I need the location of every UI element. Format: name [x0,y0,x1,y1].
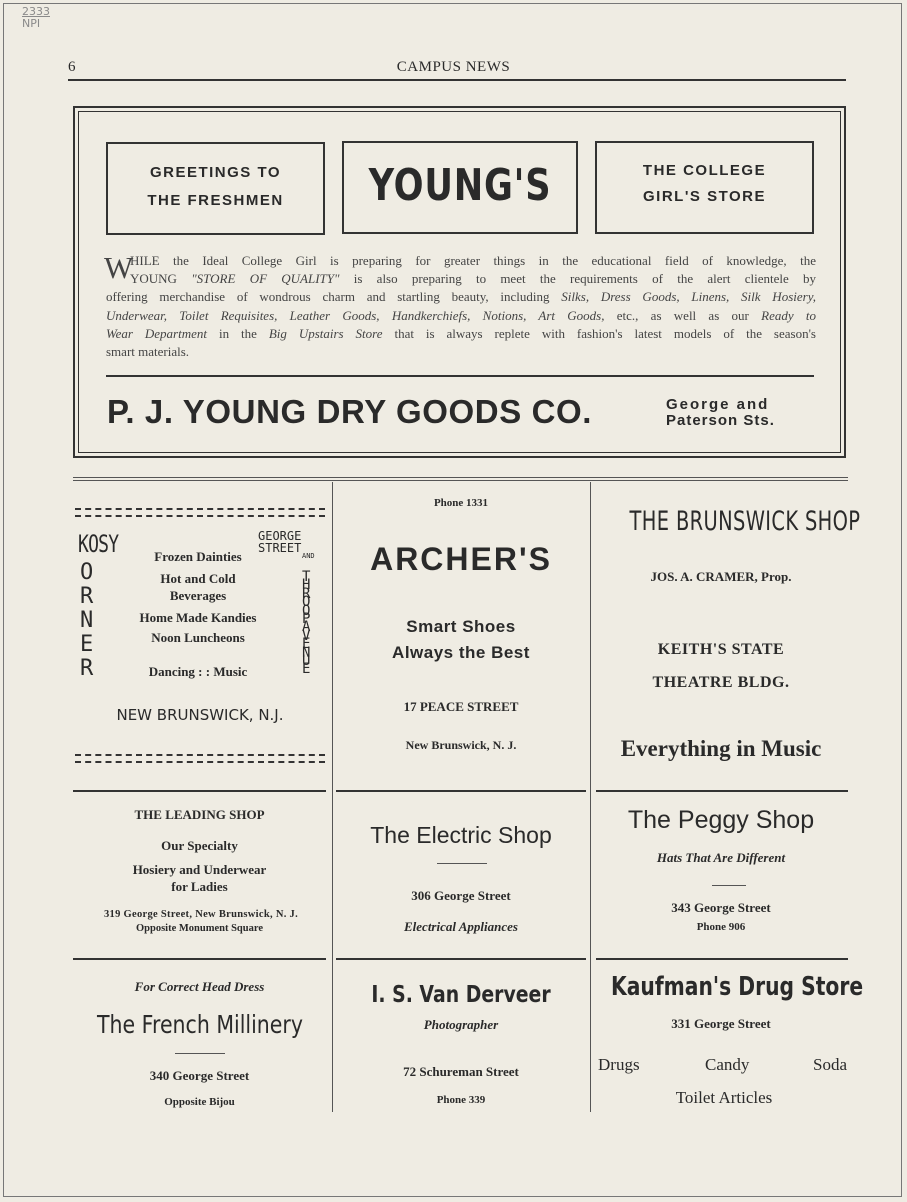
kosy-city: NEW BRUNSWICK, N.J. [116,706,284,724]
french-rule [175,1053,225,1054]
kaufman-address: 331 George Street [671,1016,771,1031]
archive-note [22,6,50,30]
drop-cap: W [104,250,134,285]
kaufman-name: Kaufman's Drug Store [611,972,864,1002]
electric-name: The Electric Shop [370,822,552,848]
leading-item-1: Hosiery and Underwear [132,862,267,877]
peggy-rule [712,885,746,886]
company-address [666,397,775,429]
orner-vertical: ORNER [80,560,94,681]
brunswick-building [594,633,848,699]
french-landmark: Opposite Bijou [164,1096,235,1108]
body-line-3 [106,288,816,306]
row-rule-2a [73,958,326,960]
kosy-item-dancing: Dancing : : Music [148,664,248,679]
leading-items [73,861,326,895]
archive-note-code: NPI [22,17,41,30]
greeting-box [106,142,325,235]
peggy-tag: Hats That Are Different [656,850,786,865]
store-box [595,141,814,234]
kosy-item-hot-cold: Hot and Cold [160,571,236,586]
body-line-6: smart materials. [106,344,190,360]
vanderveer-tag: Photographer [423,1017,499,1032]
archers-street: 17 PEACE STREET [403,699,519,714]
column-divider-2 [590,482,591,1112]
kaufman-drugs: Drugs [598,1055,640,1074]
body-text-5a: Wear Department [106,325,208,341]
section-rule-2 [73,480,848,481]
body-text-4b: etc., as well as our [604,307,762,323]
and-label: AND [302,552,315,560]
kosy-word: KOSY [78,530,119,558]
archive-note-number: 2333 [22,5,50,18]
row-rule-1b [336,790,586,792]
archers-name: ARCHER'S [370,541,552,577]
archers-tagline [336,614,586,666]
archers-phone: Phone 1331 [433,497,489,509]
body-text-2a: YOUNG [130,271,192,287]
body-text-3a: offering merchandise of wondrous charm and startling beauty, including [106,289,562,305]
store-line-1: THE COLLEGE [642,162,767,179]
column-divider-1 [332,482,333,1112]
throop-avenue-vertical: THROOP AVENUE [302,569,311,678]
vanderveer-name: I. S. Van Derveer [371,982,551,1008]
page-number: 6 [68,59,76,75]
brunswick-slogan: Everything in Music [620,736,822,761]
archers-city: New Brunswick, N. J. [405,738,517,752]
archers-tag-1: Smart Shoes [406,617,516,636]
youngs-name-box [342,141,578,234]
kosy-item-kandies: Home Made Kandies [139,610,257,625]
body-text-4a: Underwear, Toilet Requisites, Leather Goods, Handkerchiefs, Notions, Art Goods, [106,307,605,323]
body-text-2b: "STORE OF QUALITY" [191,271,340,287]
row-rule-2b [336,958,586,960]
archers-tag-2: Always the Best [392,643,530,662]
leading-landmark: Opposite Monument Square [136,923,263,934]
row-rule-2c [596,958,848,960]
row-rule-1c [596,790,848,792]
leading-address: 319 George Street, New Brunswick, N. J. [103,909,299,920]
body-text-5c: Big Upstairs Store [268,325,383,341]
kosy-dash-top-2 [75,515,325,517]
body-text-1: HILE the Ideal College Girl is preparing for greater things in the educational field of knowledge, the [130,253,816,268]
electric-tag: Electrical Appliances [404,919,518,934]
body-line-4 [106,307,816,325]
kosy-item-luncheons: Noon Luncheons [151,630,245,645]
kaufman-candy: Candy [705,1055,750,1074]
leading-specialty: Our Specialty [161,838,238,853]
greeting-line-1: GREETINGS TO [149,164,282,181]
leading-name: THE LEADING SHOP [134,807,265,822]
body-text-3b: Silks, Dress Goods, Linens, Silk Hosiery, [561,289,817,305]
peggy-address: 343 George Street [671,900,771,915]
section-rule [73,477,848,478]
kosy-items [120,547,276,682]
youngs-divider [106,375,814,377]
store-line-2: GIRL'S STORE [643,188,766,205]
french-name: The French Millinery [97,1010,303,1039]
brunswick-prop: JOS. A. CRAMER, Prop. [650,569,792,584]
kosy-dash-bottom-2 [75,761,325,763]
body-line-5 [106,325,816,343]
body-line-1 [106,252,816,270]
greeting-line-2: THE FRESHMEN [147,192,284,209]
brunswick-name: THE BRUNSWICK SHOP [629,506,861,537]
company-name: P. J. YOUNG DRY GOODS CO. [107,393,593,430]
french-address: 340 George Street [149,1068,250,1083]
body-text-5d: that is always replete with fashion's latest models of the season's [382,325,816,341]
youngs-body [106,252,816,361]
kosy-dash-top-1 [75,508,325,510]
street-word: STREET [258,541,302,555]
body-text-4c: Ready to [761,307,817,323]
body-text-5b: in the [207,325,269,341]
electric-rule [437,863,487,864]
kaufman-toilet: Toilet Articles [675,1088,773,1107]
running-head: CAMPUS NEWS [396,59,511,75]
kaufman-soda: Soda [813,1055,847,1074]
kosy-item-beverages: Beverages [169,588,227,603]
george-word: GEORGE [258,529,302,543]
address-line-2: Paterson Sts. [666,412,775,429]
leading-item-2: for Ladies [171,879,228,894]
brunswick-bldg-2: THEATRE BLDG. [652,674,790,691]
youngs-name: YOUNG'S [368,160,552,211]
header-rule [68,79,846,81]
body-text-2c: is also preparing to meet the requirements of the alert clientele by [339,271,816,287]
electric-address: 306 George Street [411,888,511,903]
brunswick-bldg-1: KEITH'S STATE [657,641,785,658]
kosy-item-frozen: Frozen Dainties [154,549,242,564]
body-line-2 [106,270,816,288]
vanderveer-address: 72 Schureman Street [403,1064,519,1079]
vanderveer-phone: Phone 339 [436,1094,486,1106]
peggy-phone: Phone 906 [696,921,746,933]
address-line-1: George and [666,396,770,413]
row-rule-1a [73,790,326,792]
peggy-name: The Peggy Shop [627,806,815,834]
kosy-dash-bottom-1 [75,754,325,756]
french-tag: For Correct Head Dress [134,979,265,994]
